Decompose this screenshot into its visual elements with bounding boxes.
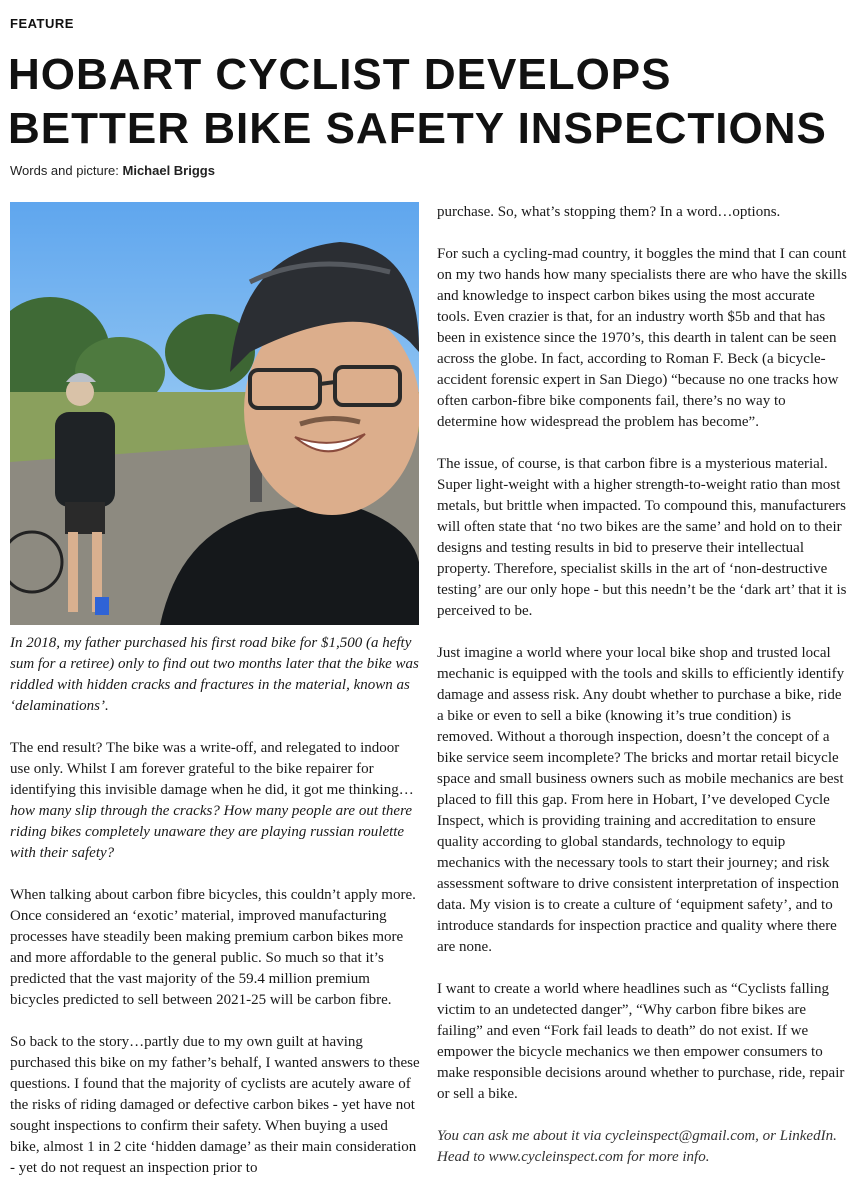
right-paragraph-4: I want to create a world where headlines such as “Cyclists falling victim to an undetected danger”, “Why carbon fibre bikes are failing” and even “Fork fail leads to death” do not exist. If we empower the bicycle mechanics we then empower consumers to make responsible decisions around whether to purchase, ride, repair or sell a bike. — [437, 981, 845, 1102]
byline-author: Michael Briggs — [122, 163, 215, 178]
closing-note: You can ask me about it via cycleinspect@gmail.com, or LinkedIn. Head to www.cycleinspect.com for more info. — [437, 1128, 837, 1165]
left-paragraph-1-text: The end result? The bike was a write-off, and relegated to indoor use only. Whilst I am forever grateful to the bike repairer for identifying this invisible damage when he did, it got me thinking… — [10, 740, 414, 798]
article-photo — [10, 202, 419, 625]
left-column — [10, 202, 420, 1200]
photo-illustration — [10, 202, 419, 625]
byline-prefix: Words and picture: — [10, 163, 119, 178]
right-column — [437, 202, 847, 1189]
right-paragraph-3: Just imagine a world where your local bike shop and trusted local mechanic is equipped with the tools and skills to efficiently identify damage and assess risk. Any doubt whether to purchase a bike, ride a bike or even to sell a bike (knowing it’s true condition) is removed. Without a thorough inspection, doesn’t the concept of a bike service seem incomplete? The bricks and mortar retail bicycle space and small business owners such as mobile mechanics are best placed to fill this gap. From here in Hobart, I’ve developed Cycle Inspect, which is providing training and accreditation to ensure quality according to global standards, technology to equip mechanics with the necessary tools to start their journey; and risk assessment software to drive consistent interpretation of inspection data. My vision is to create a culture of ‘equipment safety’, and to introduce standards for inspection practice and quality where there are none. — [437, 645, 845, 955]
section-label: FEATURE — [10, 16, 74, 31]
left-paragraph-1-italic: how many slip through the cracks? How many people are out there riding bikes completely unaware they are playing russian roulette with their safety? — [10, 803, 413, 861]
left-paragraph-2: When talking about carbon fibre bicycles, this couldn’t apply more. Once considered an ‘exotic’ material, improved manufacturing processes have steadily been making premium carbon bikes more and more affordable to the general public. So much so that it’s predicted that the vast majority of the 59.4 million premium bicycles predicted to sell between 2021-25 will be carbon fibre. — [10, 887, 416, 1008]
left-paragraph-1 — [10, 738, 420, 864]
right-paragraph-2: The issue, of course, is that carbon fibre is a mysterious material. Super light-weight with a higher strength-to-weight ratio than most metals, but brittle when impacted. To compound this, manufacturers will often state that ‘no two bikes are the same’ and hold on to their designs and testing results in bid to preserve their intellectual property. Therefore, specialist skills in the art of ‘non-destructive testing’ are our only hope - but this needn’t be the ‘dark art’ that it is perceived to be. — [437, 456, 847, 619]
article-headline: HOBART CYCLIST DEVELOPS BETTER BIKE SAFETY INSPECTIONS — [8, 50, 827, 153]
photo-caption: In 2018, my father purchased his first road bike for $1,500 (a hefty sum for a retiree) only to find out two months later that the bike was riddled with hidden cracks and fractures in the material, known as ‘delaminations’. — [10, 635, 419, 714]
right-paragraph-1: For such a cycling-mad country, it boggles the mind that I can count on my two hands how many specialists there are who have the skills and knowledge to inspect carbon bikes using the most accurate tools. Even crazier is that, for an industry worth $5b and that has been in existence since the 1970’s, this dearth in talent can be seen across the globe. In fact, according to Roman F. Beck (a bicycle-accident forensic expert in San Diego) “because no one tracks how often carbon-fibre bike components fail, there’s no way to determine how widespread the problem has become”. — [437, 246, 847, 430]
byline — [10, 163, 215, 178]
right-paragraph-0: purchase. So, what’s stopping them? In a word…options. — [437, 204, 781, 220]
left-paragraph-3: So back to the story…partly due to my own guilt at having purchased this bike on my father’s behalf, I wanted answers to these questions. I found that the majority of cyclists are acutely aware of the risks of riding damaged or defective carbon bikes - yet have not sought inspections to confirm their safety. When buying a used bike, almost 1 in 2 cite ‘hidden damage’ as their main consideration - yet do not request an inspection prior to — [10, 1034, 420, 1176]
